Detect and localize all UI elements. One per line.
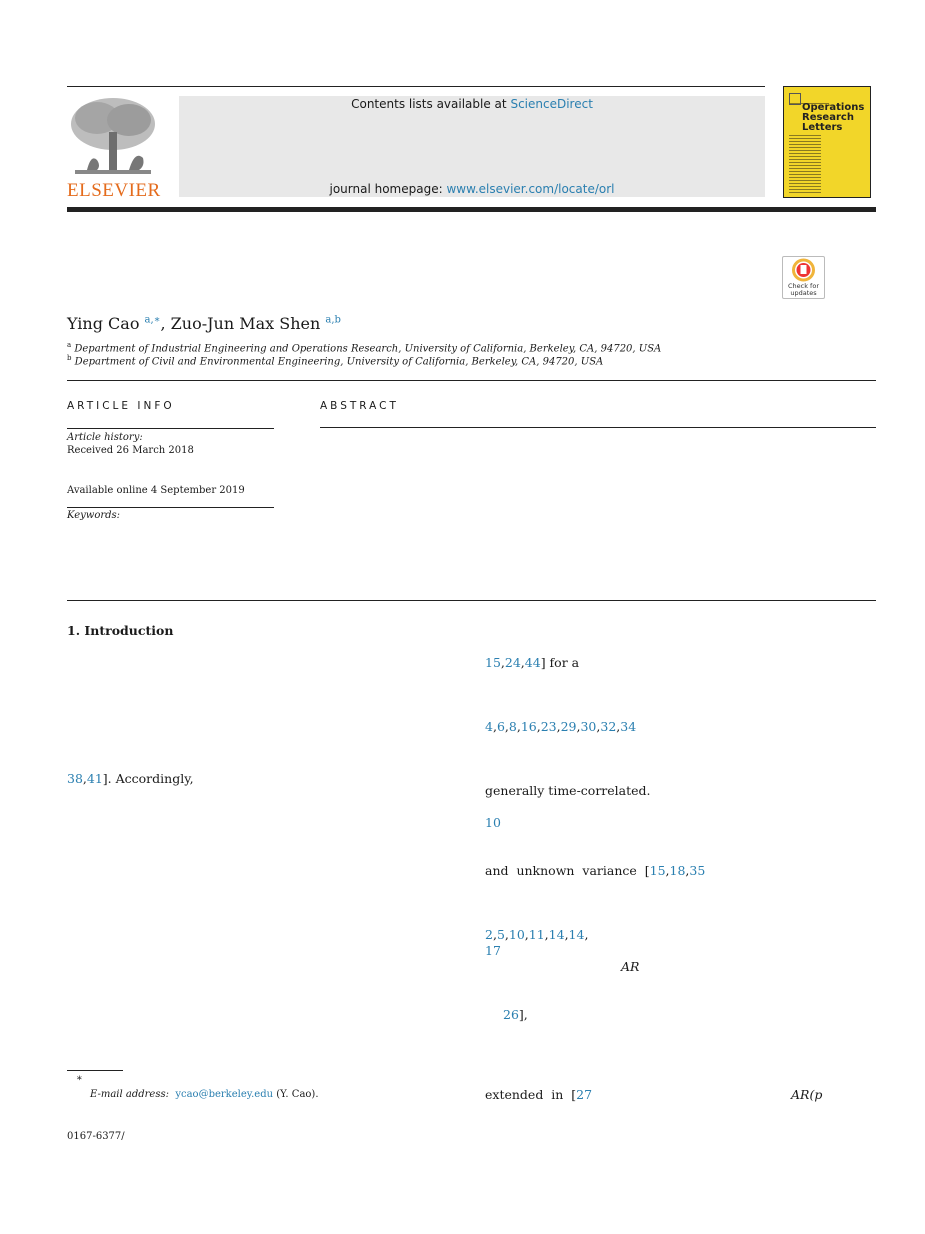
- right-col-line-7: [485, 943, 501, 958]
- citation-link[interactable]: 29: [560, 719, 577, 734]
- header-thick-rule: [67, 207, 876, 212]
- affiliation-b-mark: b: [67, 354, 72, 362]
- right-col-line-4: [485, 815, 501, 830]
- citation-link[interactable]: 17: [485, 943, 501, 958]
- elsevier-logo: [67, 96, 159, 200]
- journal-homepage-link[interactable]: www.elsevier.com/locate/orl: [446, 182, 615, 196]
- email-link[interactable]: ycao@berkeley.edu: [175, 1089, 274, 1100]
- author-separator: ,: [160, 314, 166, 333]
- citation-link[interactable]: 30: [580, 719, 597, 734]
- homepage-prefix: journal homepage:: [329, 182, 443, 196]
- footnote-email-line: [90, 1089, 319, 1100]
- author-2-affil-link[interactable]: a,b: [325, 314, 341, 326]
- citation-link[interactable]: 15: [485, 655, 501, 670]
- contents-line: [179, 97, 765, 111]
- article-info-heading: ARTICLE INFO: [67, 400, 175, 412]
- affiliation-a: [67, 341, 661, 354]
- right-col-text: and unknown variance [: [485, 863, 650, 878]
- right-col-text: ,: [584, 927, 589, 942]
- check-updates-icon: [783, 257, 824, 283]
- author-2: Zuo-Jun Max Shen: [170, 314, 321, 333]
- abstract-heading: ABSTRACT: [320, 400, 399, 412]
- citation-link[interactable]: 4: [485, 719, 493, 734]
- right-col-line-9: [485, 1087, 592, 1102]
- check-for-updates-button[interactable]: [782, 256, 825, 299]
- affiliation-a-mark: a: [67, 341, 72, 349]
- right-col-text: generally time-correlated.: [485, 783, 651, 798]
- article-info-rule: [67, 428, 274, 429]
- right-col-text: ] for a: [540, 655, 580, 670]
- footnote-mark: ∗: [76, 1073, 83, 1084]
- citation-link[interactable]: 35: [689, 863, 706, 878]
- right-col-line-5: and unknown variance [15,18,35: [485, 863, 706, 878]
- abstract-rule: [320, 427, 876, 428]
- keywords-label: Keywords:: [67, 510, 121, 521]
- citation-link[interactable]: 10: [508, 927, 525, 942]
- right-col-line-2: 4,6,8,16,23,29,30,32,34: [485, 719, 637, 734]
- keywords-rule: [67, 507, 274, 508]
- cover-emblem-icon: [789, 93, 801, 105]
- citation-link[interactable]: 24: [504, 655, 521, 670]
- citation-link[interactable]: 16: [520, 719, 537, 734]
- ar-p-model-symbol: AR(p: [791, 1087, 823, 1102]
- issn: 0167-6377/: [67, 1131, 125, 1142]
- publisher-name: ELSEVIER: [67, 180, 161, 201]
- header-top-rule: [67, 86, 765, 87]
- homepage-line: [179, 182, 765, 196]
- ar-model-symbol: AR: [621, 959, 640, 974]
- abstract-bottom-rule: [67, 600, 876, 601]
- journal-banner: [179, 96, 765, 197]
- citation-link[interactable]: 5: [496, 927, 505, 942]
- citation-link[interactable]: 6: [496, 719, 505, 734]
- section-heading-introduction: 1. Introduction: [67, 623, 174, 638]
- right-col-line-6: 2,5,10,11,14,14,: [485, 927, 589, 942]
- affiliation-a-text: Department of Industrial Engineering and Operations Research, University of California, Berkeley, CA, 94720, USA: [74, 343, 662, 355]
- citation-link[interactable]: 34: [620, 719, 637, 734]
- footnote-rule: [67, 1070, 123, 1071]
- author-1-affil-link[interactable]: a,∗: [144, 314, 161, 326]
- citation-link[interactable]: 2: [485, 927, 493, 942]
- sciencedirect-link[interactable]: ScienceDirect: [510, 97, 593, 111]
- citation-link[interactable]: 8: [508, 719, 517, 734]
- author-line: [67, 314, 341, 333]
- citation-link[interactable]: 32: [600, 719, 617, 734]
- affiliation-b-text: Department of Civil and Environmental Engineering, University of California, Berkeley, CA, 94720, USA: [74, 356, 604, 368]
- affiliation-b: [67, 354, 603, 367]
- available-online-date: Available online 4 September 2019: [67, 485, 245, 496]
- front-matter-rule: [67, 380, 876, 381]
- right-col-text: ],: [518, 1007, 528, 1022]
- right-col-line-8: [503, 1007, 528, 1022]
- elsevier-tree-icon: [67, 96, 159, 180]
- received-date: Received 26 March 2018: [67, 445, 194, 456]
- citation-link[interactable]: 23: [540, 719, 557, 734]
- left-col-text: ]. Accordingly,: [102, 771, 194, 786]
- citation-link[interactable]: 27: [576, 1087, 593, 1102]
- citation-link[interactable]: 38: [67, 771, 83, 786]
- citation-link[interactable]: 44: [524, 655, 541, 670]
- citation-link[interactable]: 10: [485, 815, 501, 830]
- journal-cover: [783, 86, 871, 198]
- citation-link[interactable]: 14: [568, 927, 585, 942]
- check-updates-label: Check for updates: [788, 282, 819, 297]
- contents-prefix: Contents lists available at: [351, 97, 507, 111]
- citation-link[interactable]: 18: [669, 863, 686, 878]
- left-col-line-refs: 38,41]. Accordingly,: [67, 771, 194, 786]
- citation-link[interactable]: 41: [86, 771, 103, 786]
- cover-contents-lines: [789, 135, 821, 195]
- email-label: E-mail address:: [90, 1089, 169, 1100]
- citation-link[interactable]: 11: [528, 927, 545, 942]
- email-tail: (Y. Cao).: [276, 1089, 319, 1100]
- right-col-text: extended in [: [485, 1087, 577, 1102]
- citation-link[interactable]: 15: [649, 863, 666, 878]
- right-col-line-1: 15,24,44] for a: [485, 655, 580, 670]
- citation-link[interactable]: 26: [503, 1007, 519, 1022]
- cover-journal-title: Operations Research Letters: [802, 102, 865, 133]
- citation-link[interactable]: 14: [548, 927, 565, 942]
- author-1: Ying Cao: [67, 314, 140, 333]
- article-history-label: Article history:: [67, 432, 143, 443]
